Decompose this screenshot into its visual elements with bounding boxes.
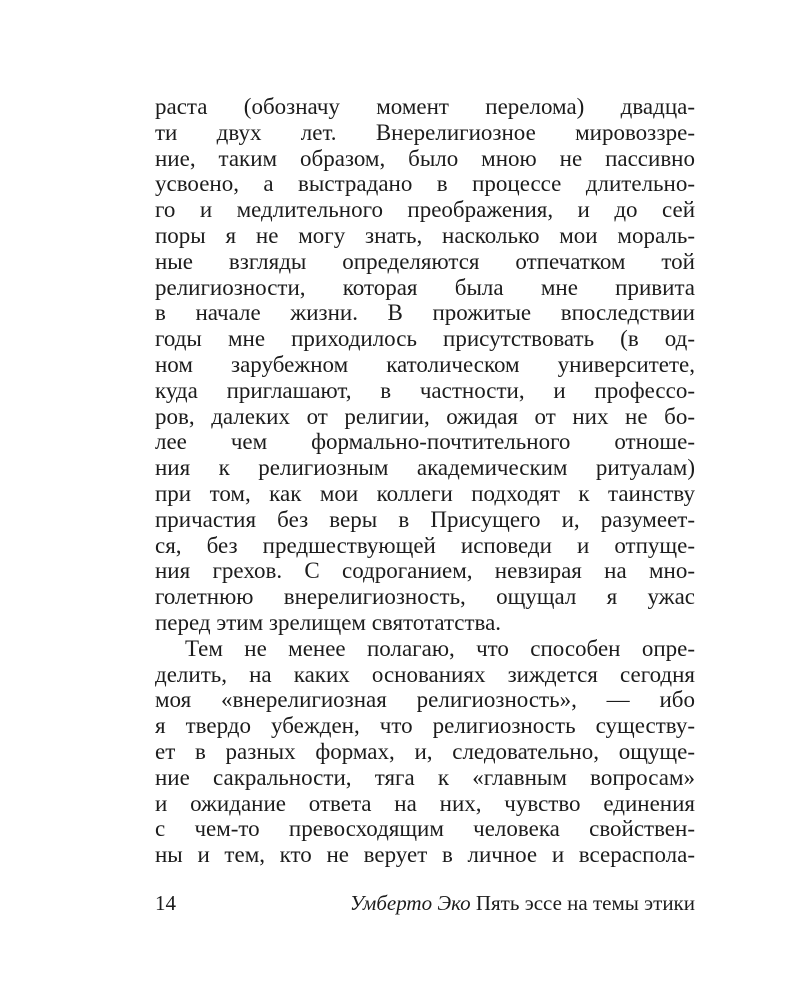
text-line: делить, на каких основаниях зиждется сегодня — [155, 661, 695, 687]
text-line: ние сакральности, тяга к «главным вопросам» — [155, 764, 695, 790]
text-line: голетнюю внерелигиозность, ощущал я ужас — [155, 584, 695, 610]
text-line: ния к религиозным академическим ритуалам) — [155, 455, 695, 481]
text-line: при том, как мои коллеги подходят к таинству — [155, 480, 695, 506]
text-line: Тем не менее полагаю, что способен опре- — [185, 635, 695, 661]
text-line: ния грехов. С содроганием, невзирая на мно- — [155, 558, 695, 584]
text-line: ны и тем, кто не верует в личное и всераспола- — [155, 842, 695, 868]
text-line: религиозности, которая была мне привита — [155, 274, 695, 300]
running-head — [350, 889, 695, 917]
text-line: лее чем формально-почтительного отноше- — [155, 429, 695, 455]
text-line: ров, далеких от религии, ожидая от них не бо- — [155, 403, 695, 429]
text-line: ние, таким образом, было мною не пассивно — [155, 145, 695, 171]
text-line: и ожидание ответа на них, чувство единения — [155, 790, 695, 816]
book-title: Пять эссе на темы этики — [475, 891, 695, 915]
page-footer — [155, 889, 695, 917]
page-number: 14 — [155, 891, 176, 915]
text-line: я твердо убежден, что религиозность существу- — [155, 713, 695, 739]
text-line: ет в разных формах, и, следовательно, ощуще- — [155, 738, 695, 764]
text-line: ном зарубежном католическом университете, — [155, 351, 695, 377]
text-line: ти двух лет. Внерелигиозное мировоззре- — [155, 119, 695, 145]
page-body — [155, 94, 695, 868]
paragraph-1 — [155, 94, 695, 636]
author-name: Умберто Эко — [349, 891, 471, 915]
text-line: усвоено, а выстрадано в процессе длительно- — [155, 171, 695, 197]
text-line: поры я не могу знать, насколько мои мораль- — [155, 222, 695, 248]
text-line: раста (обозначу момент перелома) двадца- — [155, 94, 695, 119]
text-line: в начале жизни. В прожитые впоследствии — [155, 300, 695, 326]
text-line: годы мне приходилось присутствовать (в од- — [155, 326, 695, 352]
text-line: ные взгляды определяются отпечатком той — [155, 248, 695, 274]
paragraph-2 — [155, 636, 695, 868]
text-line: моя «внерелигиозная религиозность», — ибо — [155, 687, 695, 713]
text-line: го и медлительного преображения, и до сей — [155, 197, 695, 223]
text-line: ся, без предшествующей исповеди и отпуще- — [155, 532, 695, 558]
text-line: перед этим зрелищем святотатства. — [155, 609, 502, 635]
text-line: куда приглашают, в частности, и профессо- — [155, 377, 695, 403]
text-line: с чем-то превосходящим человека свойствен- — [155, 816, 695, 842]
text-line: причастия без веры в Присущего и, разумеет- — [155, 506, 695, 532]
